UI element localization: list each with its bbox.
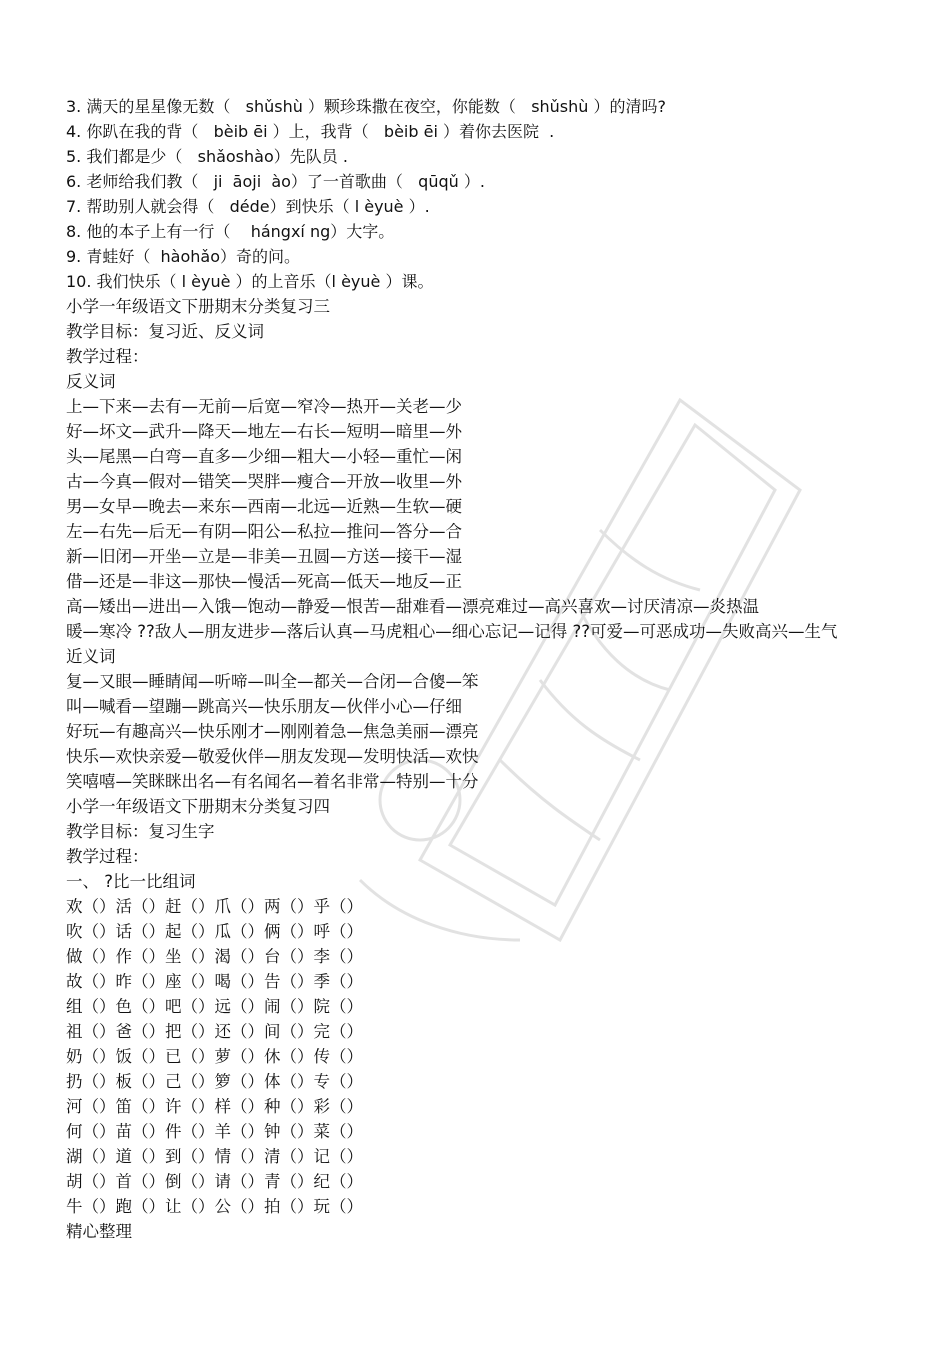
text-line: 精心整理 <box>66 1222 132 1241</box>
text-line: 吹（）话（）起（）瓜（）俩（）呼（） <box>66 922 363 941</box>
text-line: 祖（）爸（）把（）还（）间（）完（） <box>66 1022 363 1041</box>
text-line: 男—女早—晚去—来东—西南—北远—近熟—生软—硬 <box>66 497 462 516</box>
text-line: 教学目标：复习生字 <box>66 822 215 841</box>
text-line: 何（）苗（）件（）羊（）钟（）菜（） <box>66 1122 363 1141</box>
text-line: 一、 ?比一比组词 <box>66 872 196 891</box>
text-line: 好玩—有趣高兴—快乐刚才—刚刚着急—焦急美丽—漂亮 <box>66 722 479 741</box>
text-line: 10. 我们快乐（ l èyuè ）的上音乐（l èyuè ）课。 <box>66 272 434 291</box>
text-line: 教学目标：复习近、反义词 <box>66 322 264 341</box>
text-line: 新—旧闭—开坐—立是—非美—丑圆—方送—接干—湿 <box>66 547 462 566</box>
text-line: 上—下来—去有—无前—后宽—窄冷—热开—关老—少 <box>66 397 462 416</box>
text-line: 教学过程： <box>66 347 149 366</box>
text-line: 牛（）跑（）让（）公（）拍（）玩（） <box>66 1197 363 1216</box>
text-line: 9. 青蛙好（ hàohǎo）奇的问。 <box>66 247 300 266</box>
text-line: 组（）色（）吧（）远（）闹（）院（） <box>66 997 363 1016</box>
text-line: 故（）昨（）座（）喝（）告（）季（） <box>66 972 363 991</box>
text-line: 近义词 <box>66 647 116 666</box>
text-line: 快乐—欢快亲爱—敬爱伙伴—朋友发现—发明快活—欢快 <box>66 747 479 766</box>
document-body <box>66 94 926 1244</box>
text-line: 复—又眼—睡睛闻—听啼—叫全—都关—合闭—合傻—笨 <box>66 672 479 691</box>
text-line: 胡（）首（）倒（）请（）青（）纪（） <box>66 1172 363 1191</box>
text-line: 头—尾黑—白弯—直多—少细—粗大—小轻—重忙—闲 <box>66 447 462 466</box>
text-line: 笑嘻嘻—笑眯眯出名—有名闻名—着名非常—特别—十分 <box>66 772 479 791</box>
text-line: 高—矮出—进出—入饿—饱动—静爱—恨苦—甜难看—漂亮难过—高兴喜欢—讨厌清凉—炎热温 <box>66 597 759 616</box>
text-line: 古—今真—假对—错笑—哭胖—瘦合—开放—收里—外 <box>66 472 462 491</box>
text-line: 奶（）饭（）已（）萝（）休（）传（） <box>66 1047 363 1066</box>
text-line: 小学一年级语文下册期末分类复习四 <box>66 797 330 816</box>
text-line: 教学过程： <box>66 847 149 866</box>
text-line: 8. 他的本子上有一行（ hángxí ng）大字。 <box>66 222 395 241</box>
text-line: 反义词 <box>66 372 116 391</box>
text-line: 7. 帮助别人就会得（ déde）到快乐（ l èyuè ）. <box>66 197 430 216</box>
text-line: 4. 你趴在我的背（ bèib ēi ）上，我背（ bèib ēi ）着你去医院 . <box>66 122 555 141</box>
text-line: 做（）作（）坐（）渴（）台（）李（） <box>66 947 363 966</box>
text-line: 6. 老师给我们教（ ji āoji ào）了一首歌曲（ qūqǔ ）. <box>66 172 485 191</box>
text-line: 湖（）道（）到（）情（）清（）记（） <box>66 1147 363 1166</box>
text-line: 好—坏文—武升—降天—地左—右长—短明—暗里—外 <box>66 422 462 441</box>
text-line: 扔（）板（）己（）箩（）体（）专（） <box>66 1072 363 1091</box>
text-line: 河（）笛（）许（）样（）种（）彩（） <box>66 1097 363 1116</box>
text-line: 左—右先—后无—有阴—阳公—私拉—推问—答分—合 <box>66 522 462 541</box>
text-line: 叫—喊看—望蹦—跳高兴—快乐朋友—伙伴小心—仔细 <box>66 697 462 716</box>
text-line: 5. 我们都是少（ shǎoshào）先队员 . <box>66 147 348 166</box>
text-line: 借—还是—非这—那快—慢活—死高—低天—地反—正 <box>66 572 462 591</box>
text-line: 欢（）活（）赶（）爪（）两（）乎（） <box>66 897 363 916</box>
text-line: 暖—寒冷 ??敌人—朋友进步—落后认真—马虎粗心—细心忘记—记得 ??可爱—可恶成功—失败高兴—生气 <box>66 622 838 641</box>
text-line: 小学一年级语文下册期末分类复习三 <box>66 297 330 316</box>
text-line: 3. 满天的星星像无数（ shǔshù ）颗珍珠撒在夜空，你能数（ shǔshù ）的清吗? <box>66 97 667 116</box>
